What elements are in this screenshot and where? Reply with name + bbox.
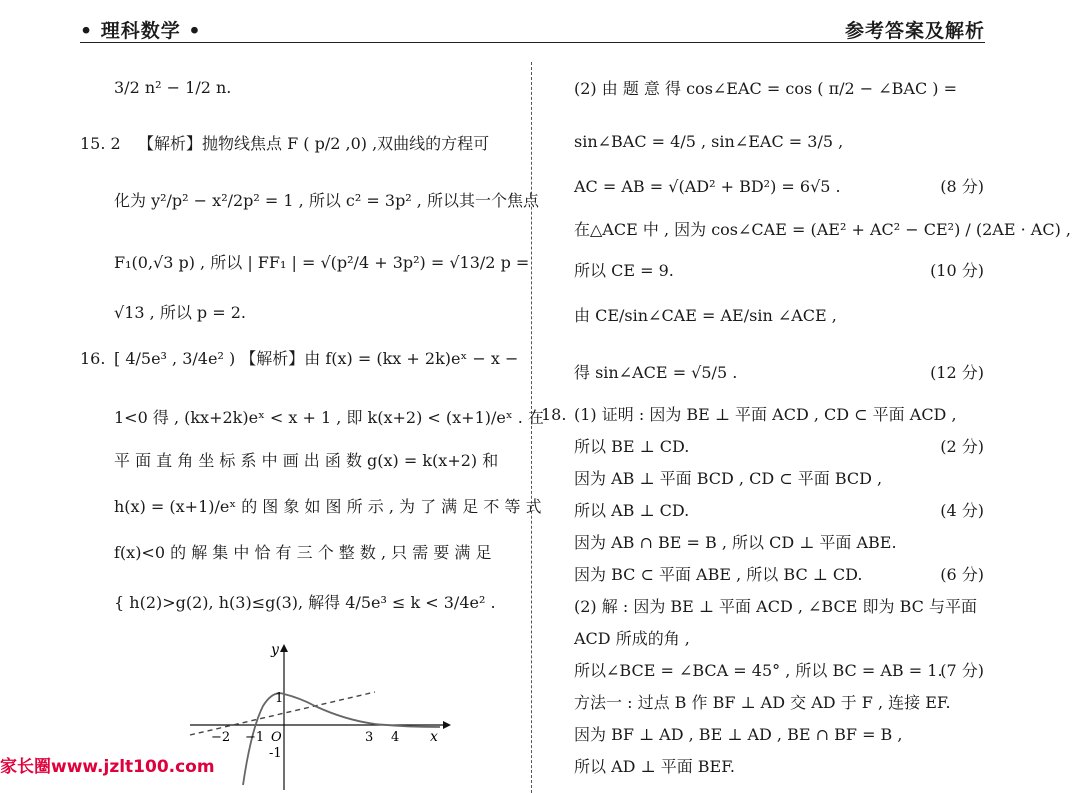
text-line: (1) 证明 : 因为 BE ⊥ 平面 ACD , CD ⊂ 平面 ACD , xyxy=(574,405,957,424)
points-label: (4 分) xyxy=(940,501,984,520)
text-line: (2) 由 题 意 得 cos∠EAC = cos ( π/2 − ∠BAC ) = xyxy=(574,79,958,98)
tick-label: −2 xyxy=(211,730,231,745)
text-line: h(x) = (x+1)/eˣ 的 图 象 如 图 所 示 , 为 了 满 足 不 等 式 xyxy=(114,497,542,516)
text-line: 因为 BF ⊥ AD , BE ⊥ AD , BE ∩ BF = B , xyxy=(574,725,903,744)
text-line: { h(2)>g(2), h(3)≤g(3), 解得 4/5e³ ≤ k < 3/4e² . xyxy=(114,593,496,612)
text-line: 化为 y²/p² − x²/2p² = 1 , 所以 c² = 3p² , 所以其一个焦点 xyxy=(114,191,539,210)
text-line: 方法一 : 过点 B 作 BF ⊥ AD 交 AD 于 F , 连接 EF. xyxy=(574,693,951,712)
text-line: 由 CE/sin∠CAE = AE/sin ∠ACE , xyxy=(574,306,837,325)
tick-label: 4 xyxy=(391,730,400,745)
text-line: 所以 CE = 9. xyxy=(574,261,674,280)
text-line: 在△ACE 中 , 因为 cos∠CAE = (AE² + AC² − CE²) / (2AE · AC) , xyxy=(574,220,1072,239)
text-line: ACD 所成的角 , xyxy=(574,629,690,648)
y-label: y xyxy=(271,642,279,658)
points-label: (7 分) xyxy=(940,661,984,680)
function-graph xyxy=(185,640,455,792)
text-line: 【解析】抛物线焦点 F ( p/2 ,0) ,双曲线的方程可 xyxy=(138,134,490,153)
tick-label: -1 xyxy=(269,746,282,761)
text-line: 所以 BE ⊥ CD. xyxy=(574,437,690,456)
x-label: x xyxy=(430,729,438,745)
points-label: (2 分) xyxy=(940,437,984,456)
section-title: 参考答案及解析 xyxy=(844,20,985,42)
tick-label: −1 xyxy=(245,730,265,745)
watermark: 家长圈www.jzlt100.com xyxy=(0,757,215,777)
text-line: [ 4/5e³ , 3/4e² ) 【解析】由 f(x) = (kx + 2k)eˣ − x − xyxy=(114,349,519,368)
text-line: 因为 AB ⊥ 平面 BCD , CD ⊂ 平面 BCD , xyxy=(574,469,883,488)
subject-title: • 理科数学 • xyxy=(80,20,202,42)
text-line: (2) 解 : 因为 BE ⊥ 平面 ACD , ∠BCE 即为 BC 与平面 xyxy=(574,597,977,616)
points-label: (10 分) xyxy=(930,261,984,280)
points-label: (6 分) xyxy=(940,565,984,584)
text-line: 所以 AD ⊥ 平面 BEF. xyxy=(574,757,735,776)
points-label: (8 分) xyxy=(940,177,984,196)
tick-label: 3 xyxy=(365,730,374,745)
problem-18-number: 18. xyxy=(541,405,567,424)
tick-label: 1 xyxy=(275,691,284,706)
text-line: f(x)<0 的 解 集 中 恰 有 三 个 整 数 , 只 需 要 满 足 xyxy=(114,543,492,562)
problem-16-number: 16. xyxy=(80,349,106,368)
text-line: AC = AB = √(AD² + BD²) = 6√5 . xyxy=(574,177,841,196)
problem-15-number: 15. 2 xyxy=(80,134,121,153)
text-line: 因为 AB ∩ BE = B , 所以 CD ⊥ 平面 ABE. xyxy=(574,533,897,552)
text-line: 3/2 n² − 1/2 n. xyxy=(114,78,232,97)
x-axis-arrow xyxy=(443,721,451,729)
text-line: 所以 AB ⊥ CD. xyxy=(574,501,690,520)
y-axis-arrow xyxy=(280,644,288,652)
text-line: sin∠BAC = 4/5 , sin∠EAC = 3/5 , xyxy=(574,132,844,151)
page-header xyxy=(80,12,985,43)
text-line: 平 面 直 角 坐 标 系 中 画 出 函 数 g(x) = k(x+2) 和 xyxy=(114,451,499,470)
text-line: 因为 BC ⊂ 平面 ABE , 所以 BC ⊥ CD. xyxy=(574,565,863,584)
text-line: F₁(0,√3 p) , 所以 | FF₁ | = √(p²/4 + 3p²) = √13/2 p = xyxy=(114,253,530,272)
origin-label: O xyxy=(271,730,282,745)
text-line: 所以∠BCE = ∠BCA = 45° , 所以 BC = AB = 1. xyxy=(574,661,943,680)
text-line: √13 , 所以 p = 2. xyxy=(114,303,246,322)
text-line: 1<0 得 , (kx+2k)eˣ < x + 1 , 即 k(x+2) < (x+1)/eˣ . 在 xyxy=(114,408,544,427)
points-label: (12 分) xyxy=(930,363,984,382)
text-line: 得 sin∠ACE = √5/5 . xyxy=(574,363,738,382)
